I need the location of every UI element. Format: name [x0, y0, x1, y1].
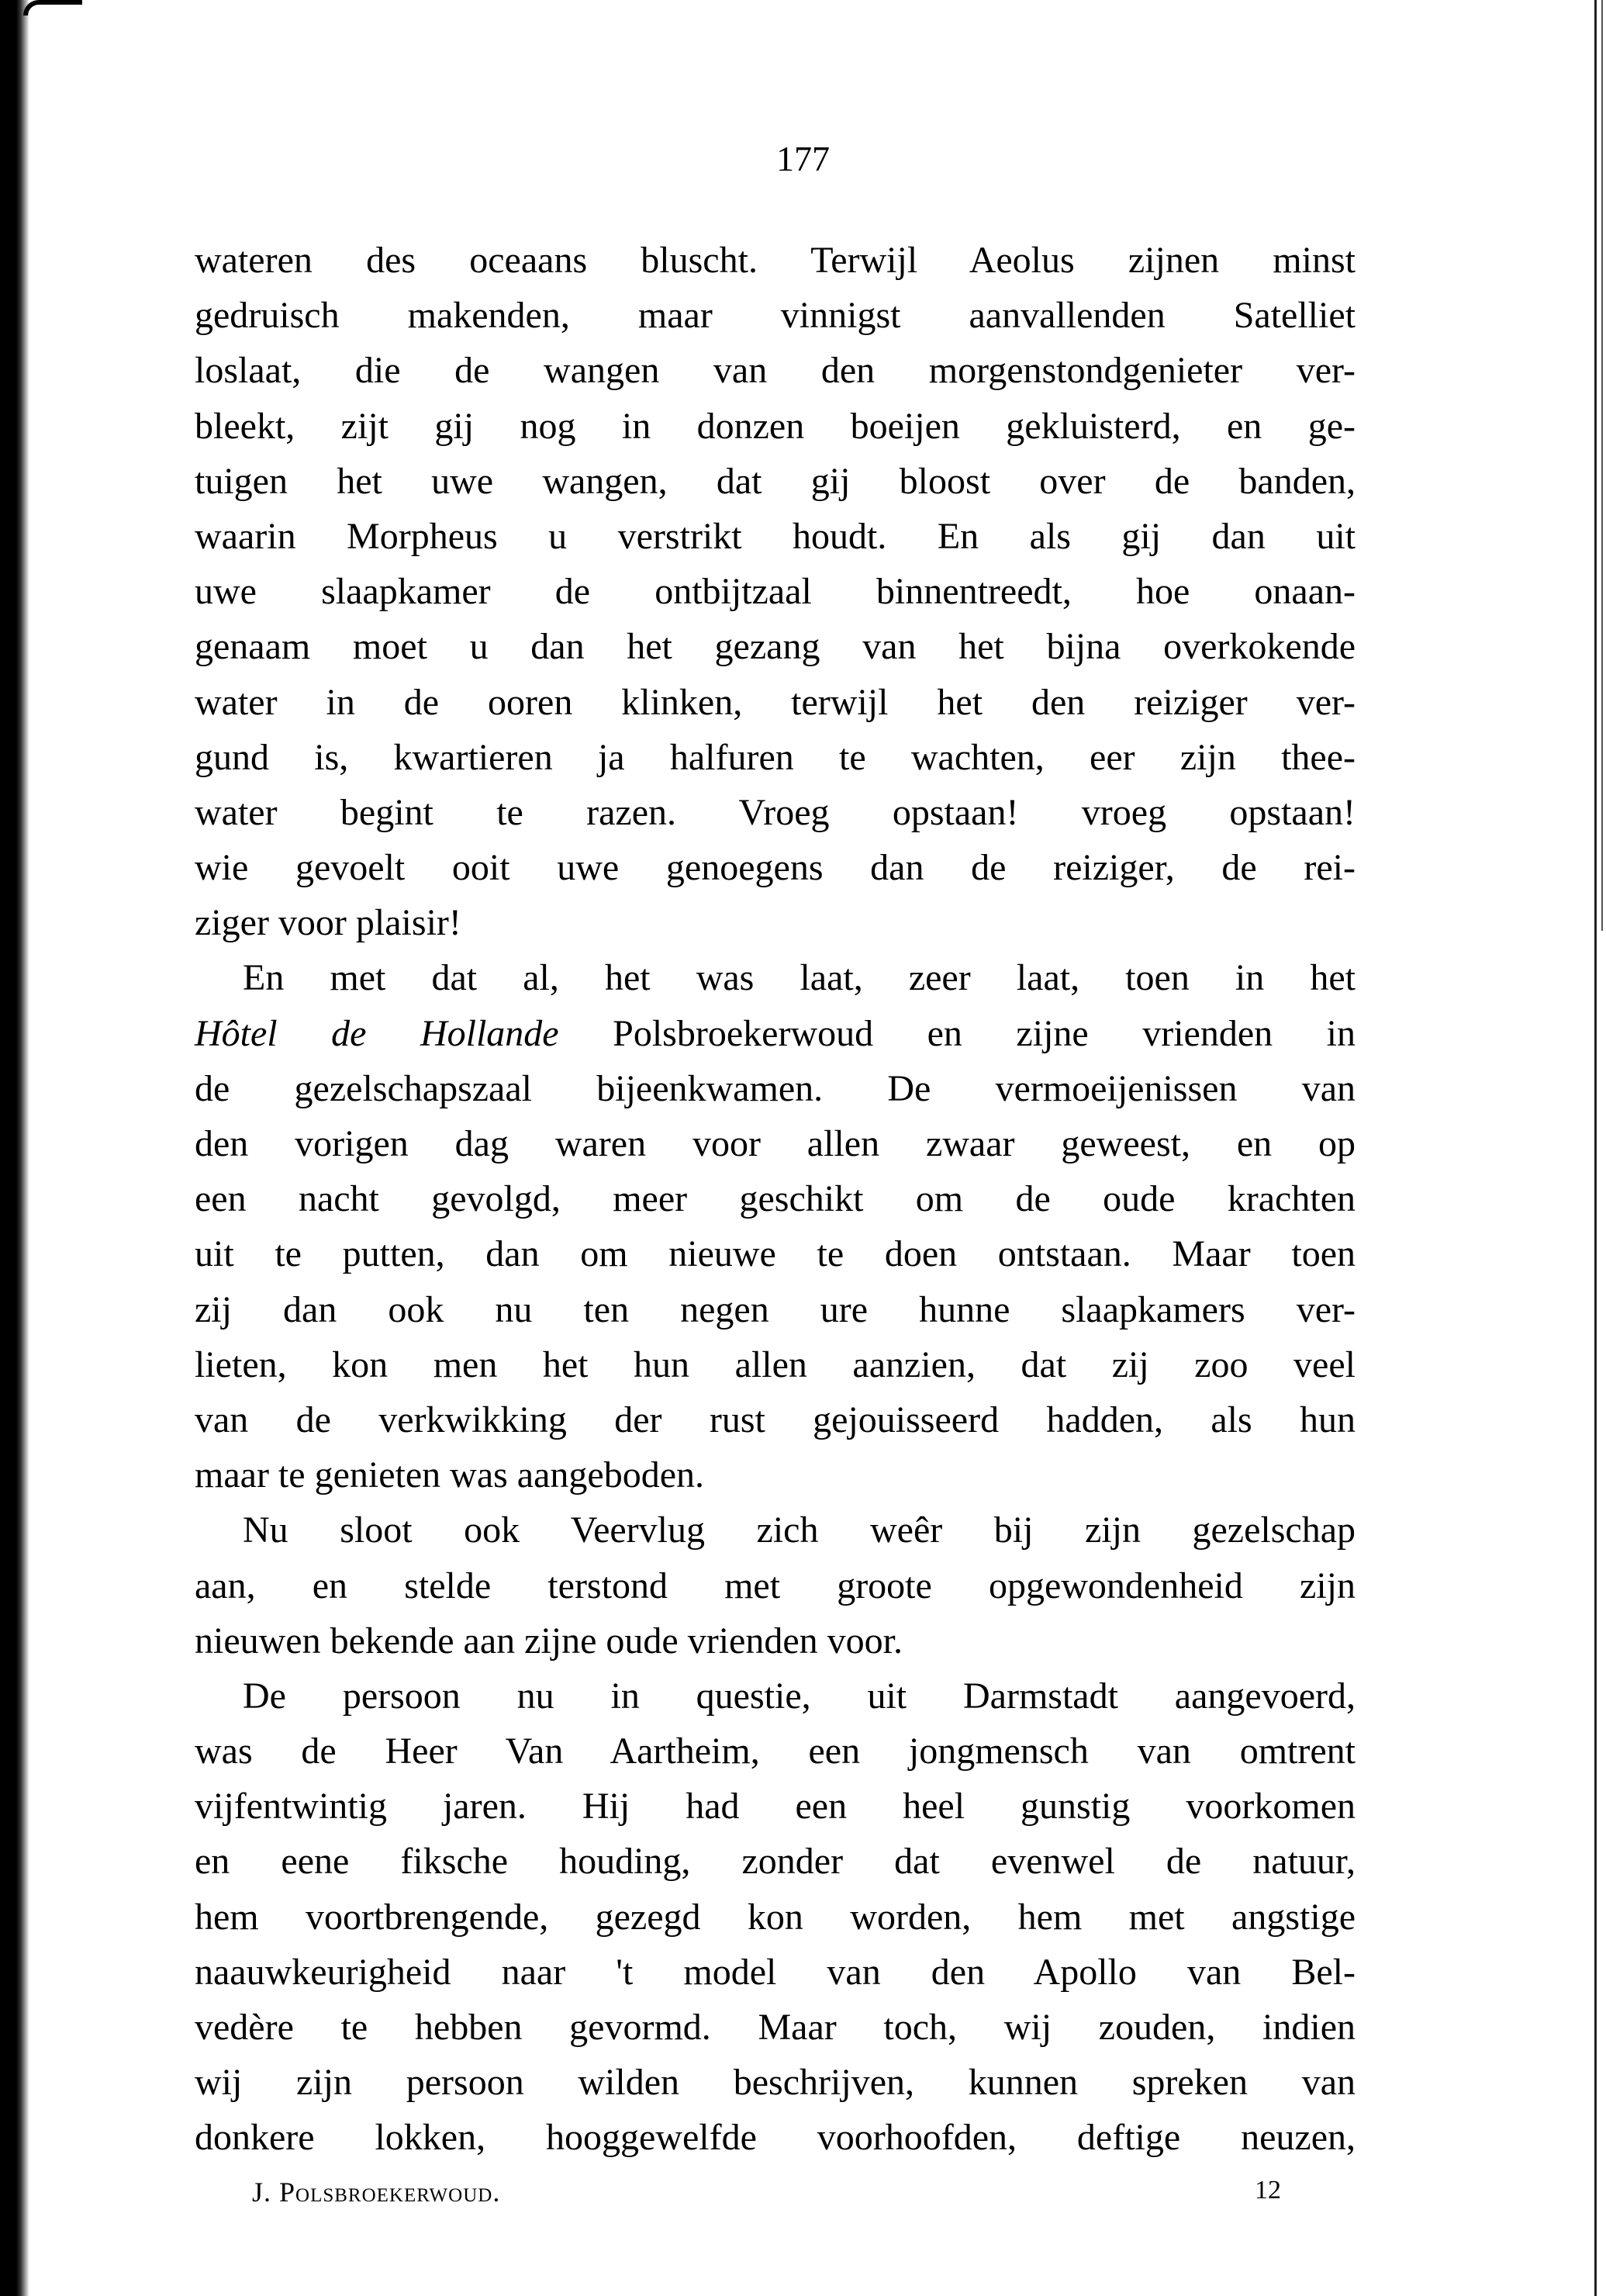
text-line: loslaat, die de wangen van den morgenstondgenieter ver- [195, 350, 1356, 392]
text-line: vijfentwintig jaren. Hij had een heel gunstig voorkomen [195, 1786, 1356, 1827]
text-line: gund is, kwartieren ja halfuren te wachten, eer zijn thee- [195, 736, 1356, 778]
text-line: uit te putten, dan om nieuwe te doen ontstaan. Maar toen [195, 1233, 1356, 1275]
text-line: aan, en stelde terstond met groote opgewondenheid zijn [195, 1565, 1356, 1606]
text-line: naauwkeurigheid naar 't model van den Apollo van Bel- [195, 1951, 1356, 1993]
text-line: vedère te hebben gevormd. Maar toch, wij zouden, indien [195, 2007, 1356, 2048]
book-binding-edge [0, 0, 29, 2296]
text-line: en eene fiksche houding, zonder dat evenwel de natuur, [195, 1841, 1356, 1883]
text-line: Nu sloot ook Veervlug zich weêr bij zijn gezelschap [243, 1509, 1356, 1551]
italic-phrase: Hôtel de Hollande [195, 1012, 559, 1054]
text-line: uwe slaapkamer de ontbijtzaal binnentreedt, hoe onaan- [195, 571, 1356, 613]
text-line: wateren des oceaans bluscht. Terwijl Aeolus zijnen minst [195, 240, 1356, 281]
text-line: donkere lokken, hooggewelfde voorhoofden, deftige neuzen, [195, 2117, 1356, 2159]
page-number: 177 [776, 139, 830, 178]
text-line: water begint te razen. Vroeg opstaan! vroeg opstaan! [195, 791, 1356, 833]
text-line: wie gevoelt ooit uwe genoegens dan de reiziger, de rei- [195, 847, 1356, 889]
text-line: hem voortbrengende, gezegd kon worden, hem met angstige [195, 1896, 1356, 1938]
text-line: de gezelschapszaal bijeenkwamen. De vermoeijenissen van [195, 1067, 1356, 1109]
text-line: den vorigen dag waren voor allen zwaar geweest, en op [195, 1123, 1356, 1164]
body-text [195, 233, 1356, 2166]
page-edge-line [1594, 0, 1597, 2296]
text-line: genaam moet u dan het gezang van het bijna overkokende [195, 626, 1356, 668]
text-line-rest: Polsbroekerwoud en zijne vrienden in [558, 1012, 1356, 1054]
binding-curl [23, 0, 82, 16]
text-line: was de Heer Van Aartheim, een jongmensch van omtrent [195, 1731, 1356, 1772]
text-line: maar te genieten was aangeboden. [195, 1454, 705, 1496]
text-line: tuigen het uwe wangen, dat gij bloost over de banden, [195, 460, 1356, 502]
text-line: bleekt, zijt gij nog in donzen boeijen gekluisterd, en ge- [195, 405, 1356, 447]
text-line: ziger voor plaisir! [195, 902, 461, 944]
text-line: van de verkwikking der rust gejouisseerd hadden, als hun [195, 1399, 1356, 1440]
text-line: zij dan ook nu ten negen ure hunne slaapkamers ver- [195, 1288, 1356, 1330]
text-line: een nacht gevolgd, meer geschikt om de oude krachten [195, 1178, 1356, 1220]
text-line: wij zijn persoon wilden beschrijven, kunnen spreken van [195, 2062, 1356, 2104]
running-footer-title: J. Polsbroekerwoud. [252, 2177, 501, 2208]
text-line: nieuwen bekende aan zijne oude vrienden voor. [195, 1620, 903, 1661]
signature-mark: 12 [1255, 2176, 1281, 2204]
text-line [195, 1006, 1356, 1061]
text-line: De persoon nu in questie, uit Darmstadt aangevoerd, [243, 1675, 1356, 1717]
text-line: En met dat al, het was laat, zeer laat, toen in het [243, 957, 1356, 999]
text-line: waarin Morpheus u verstrikt houdt. En als gij dan uit [195, 515, 1356, 557]
text-line: water in de ooren klinken, terwijl het den reiziger ver- [195, 681, 1356, 723]
text-line: lieten, kon men het hun allen aanzien, dat zij zoo veel [195, 1343, 1356, 1385]
text-line: gedruisch makenden, maar vinnigst aanvallenden Satelliet [195, 295, 1356, 337]
